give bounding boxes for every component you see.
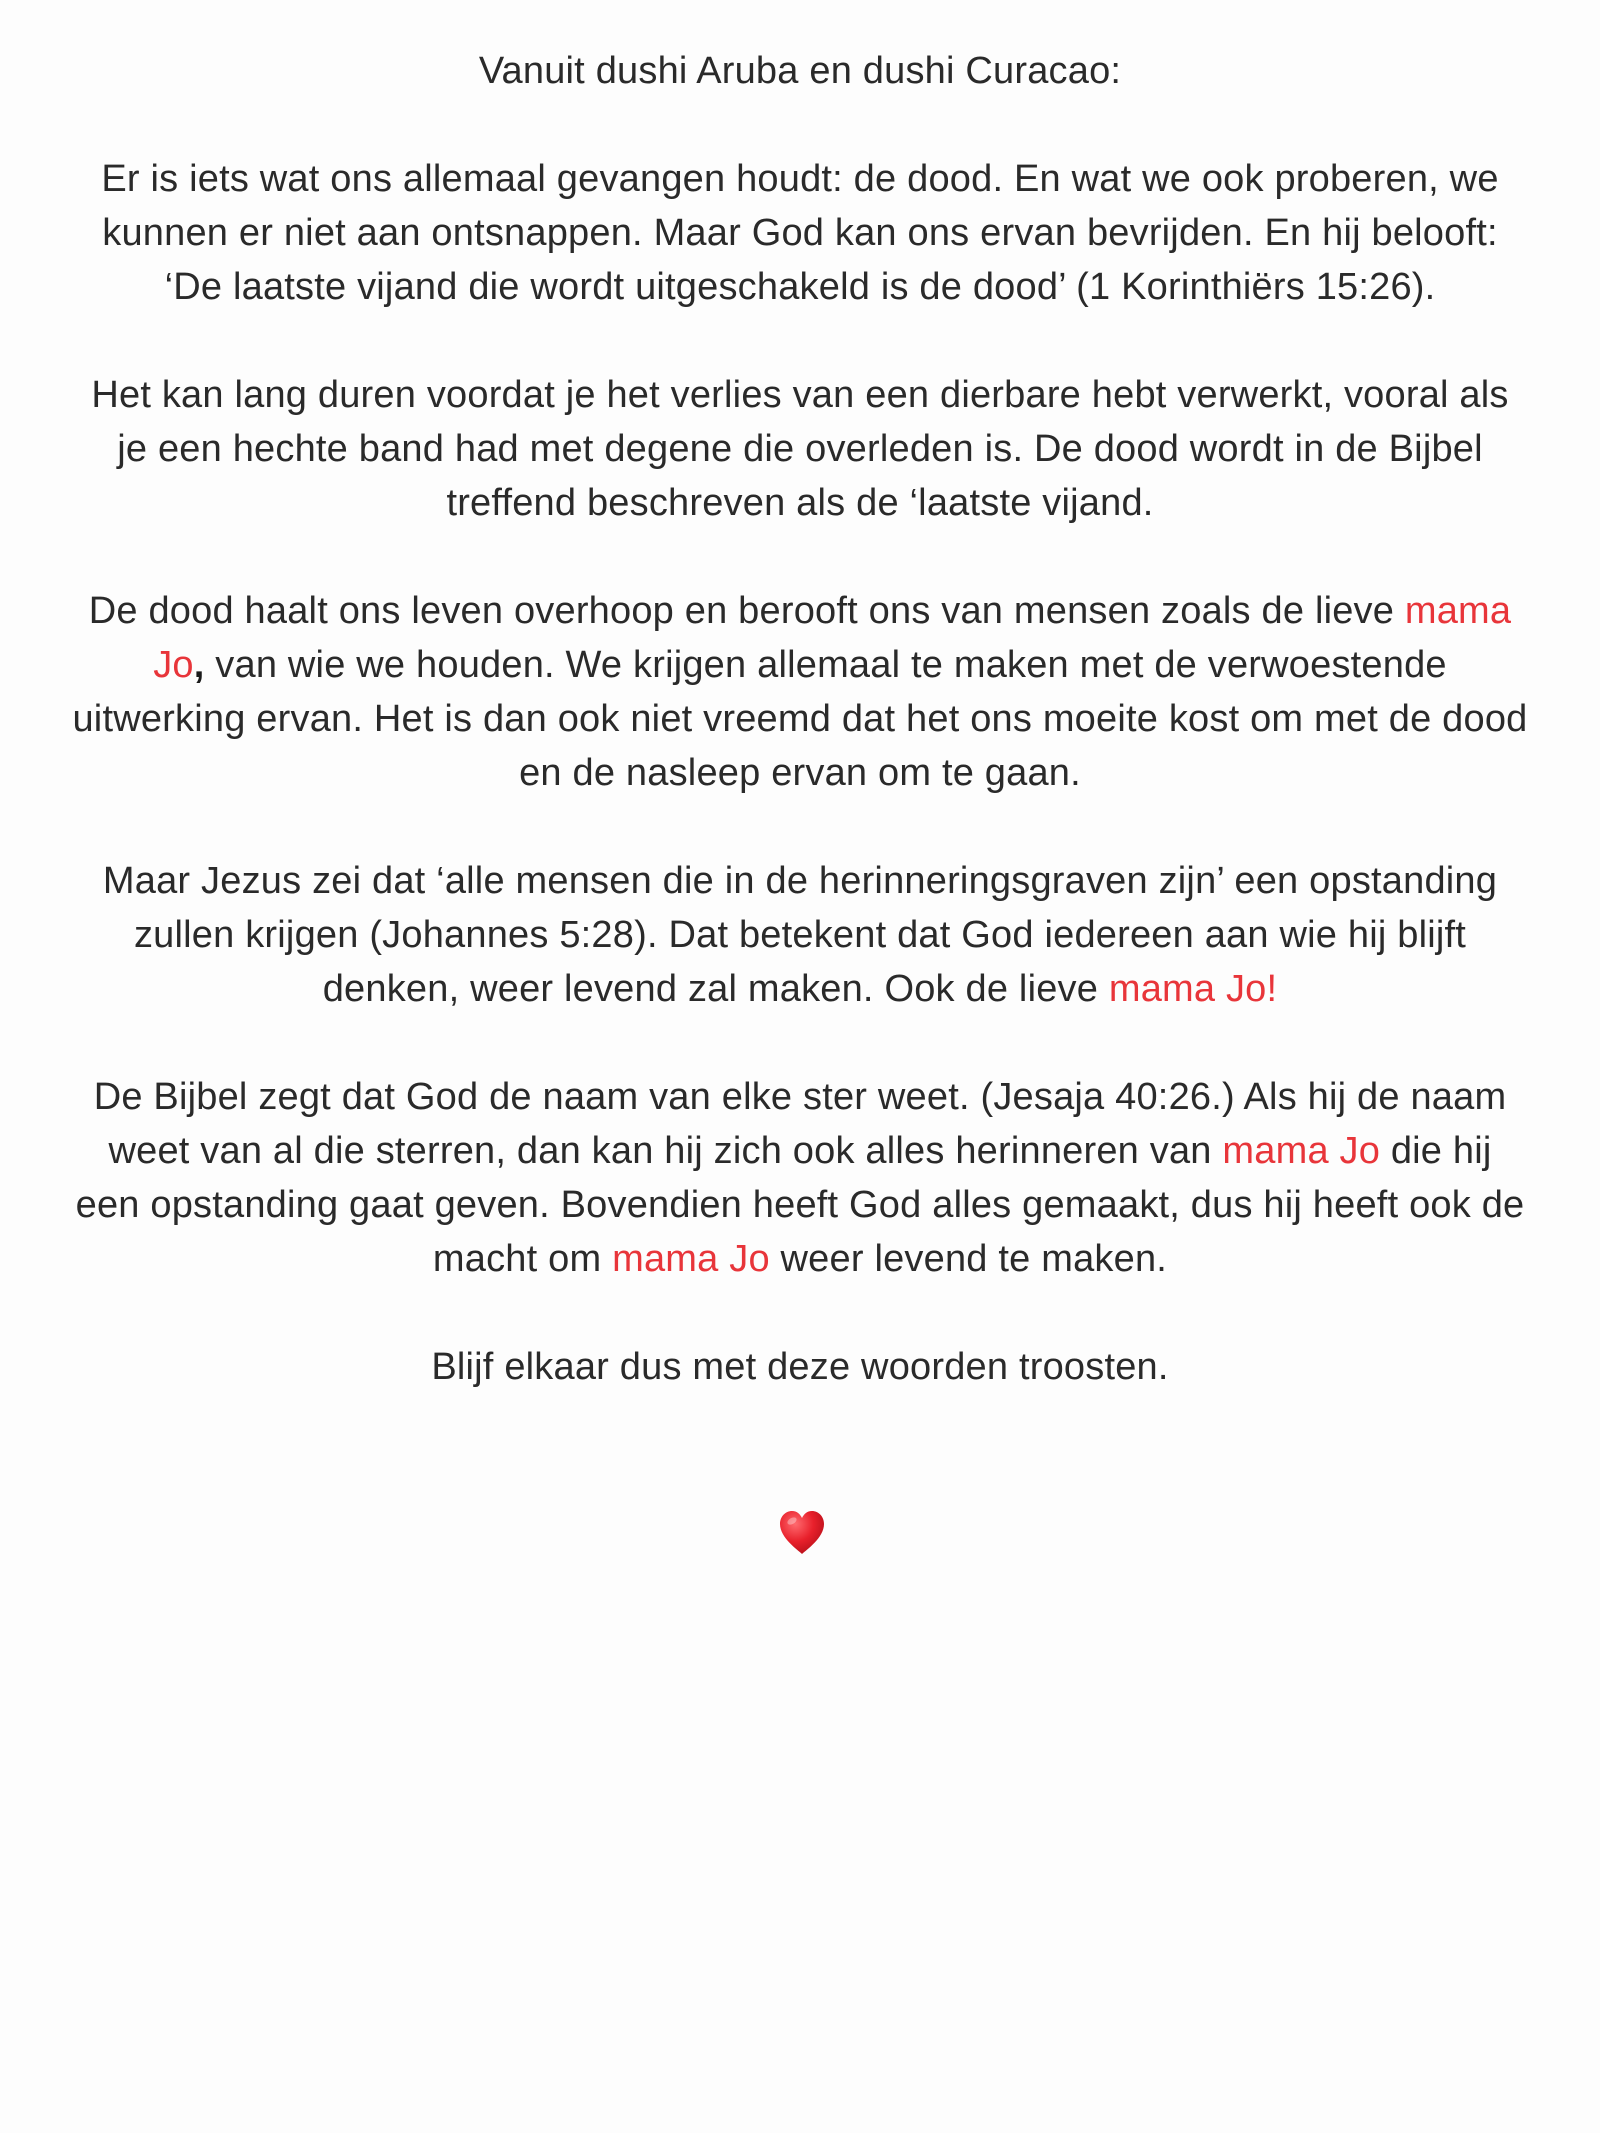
paragraph-1: Er is iets wat ons allemaal gevangen houdt: de dood. En wat we ook proberen, we kunnen er niet aan ontsnappen. Maar God kan ons ervan bevrijden. En hij belooft: ‘De laatste vijand die wordt uitgeschakeld is de dood’ (1 Korinthiërs 15:26).	[101, 158, 1499, 308]
paragraph-5-text-c: weer levend te maken.	[769, 1238, 1168, 1280]
paragraph-4	[72, 854, 1528, 1016]
paragraph-3	[72, 584, 1528, 800]
paragraph-3-text-a: De dood haalt ons leven overhoop en berooft ons van mensen zoals de lieve	[88, 590, 1405, 632]
exclamation: !	[1266, 968, 1278, 1010]
paragraph-3-text-b: van wie we houden. We krijgen allemaal te maken met de verwoestende uitwerking ervan. Het is dan ook niet vreemd dat het ons moeite kost om met de dood en de nasleep ervan om te gaan.	[72, 644, 1528, 794]
heart-icon	[778, 1510, 826, 1556]
paragraph-2: Het kan lang duren voordat je het verlies van een dierbare hebt verwerkt, vooral als je een hechte band had met degene die overleden is. De dood wordt in de Bijbel treffend beschreven als de ‘laatste vijand.	[91, 374, 1509, 524]
paragraph-5	[72, 1070, 1528, 1286]
name-highlight: mama Jo	[612, 1238, 770, 1280]
greeting: Vanuit dushi Aruba en dushi Curacao:	[478, 50, 1122, 92]
name-highlight: mama Jo	[1222, 1130, 1381, 1172]
paragraph-4-text-a: Maar Jezus zei dat ‘alle mensen die in de herinneringsgraven zijn’ een opstanding zullen krijgen (Johannes 5:28). Dat betekent dat God iedereen aan wie hij blijft denken, weer levend zal maken. Ook de lieve	[102, 860, 1498, 1010]
comma: ,	[193, 644, 205, 686]
message-body	[72, 44, 1528, 1448]
paragraph-5-text-a: De Bijbel zegt dat God de naam van elke ster weet. (Jesaja 40:26.) Als hij de naam weet van al die sterren, dan kan hij zich ook alles herinneren van	[93, 1076, 1507, 1172]
name-highlight: mama Jo	[1108, 968, 1267, 1010]
paragraph-5-text-b: die hij een opstanding gaat geven. Bovendien heeft God alles gemaakt, dus hij heeft ook de macht om	[75, 1130, 1525, 1280]
closing-line: Blijf elkaar dus met deze woorden troosten.	[431, 1346, 1169, 1388]
name-highlight: mama Jo	[153, 590, 1512, 686]
